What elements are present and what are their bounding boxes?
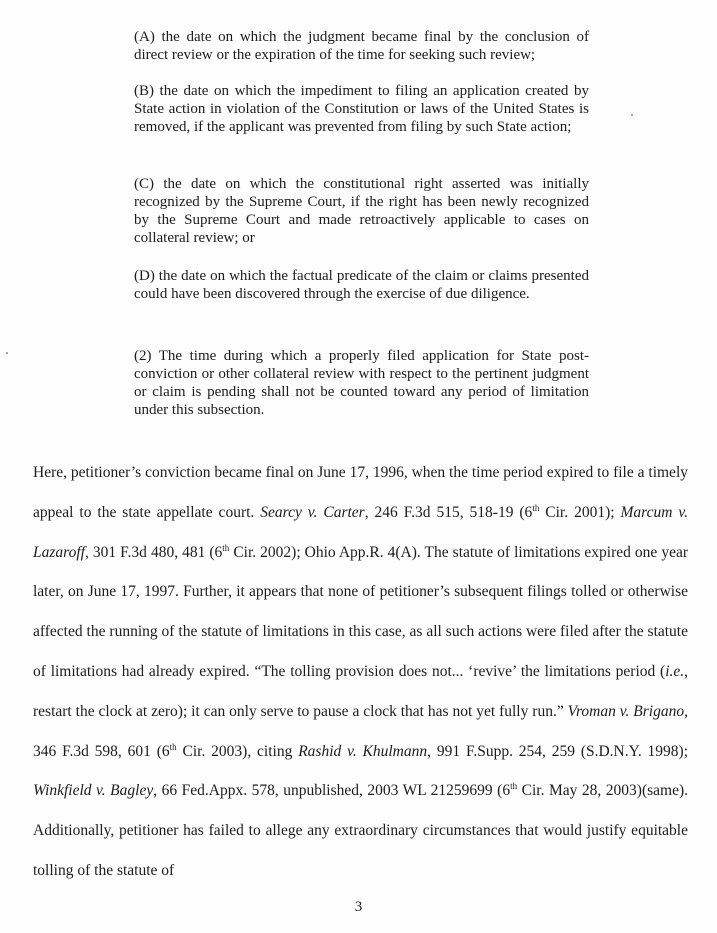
case-citation-winkfield: Winkfield v. Bagley <box>33 782 154 800</box>
scan-speck <box>631 114 633 116</box>
case-citation-vroman: Vroman v. Brigano <box>567 702 685 720</box>
body-paragraph <box>33 453 688 891</box>
statute-paragraph-a: (A) the date on which the judgment became final by the conclusion of direct review or the expiration of the time for seeking such review; <box>134 29 589 63</box>
case-citation-rashid: Rashid v. Khulmann <box>298 742 428 760</box>
statute-paragraph-d: (D) the date on which the factual predicate of the claim or claims presented could have been discovered through the exercise of due diligence. <box>134 268 589 302</box>
page-number: 3 <box>354 899 363 915</box>
body-text-run: Cir. May 28, 2003)(same). Additionally, petitioner has failed to allege any extraordinary circumstances that would justify equitable tolling of the statute of <box>33 782 688 879</box>
ie-abbreviation: i.e. <box>665 662 685 680</box>
ordinal-suffix: th <box>510 781 518 792</box>
body-text-run: Cir. 2003), citing <box>176 742 299 760</box>
ordinal-suffix: th <box>169 741 177 752</box>
body-text-run: , 246 F.3d 515, 518-19 (6 <box>364 503 533 521</box>
body-text-run: , 66 Fed.Appx. 578, unpublished, 2003 WL 21259699 (6 <box>153 782 511 800</box>
scan-speck <box>6 352 8 354</box>
body-text-run: Cir. 2002); Ohio App.R. 4(A). The statute of limitations expired one year later, on June 17, 1997. Further, it appears that none of petitioner’s subsequent filings tolled or otherwise affected the running of the statute of limitations in this case, as all such actions were filed after the statute of limitations had already expired. “The tolling provision does not... ‘revive’ the limitations period ( <box>33 543 688 680</box>
body-text-run: , restart the clock at zero); it can only serve to pause a clock that has not yet fully run.” <box>33 662 688 720</box>
ordinal-suffix: th <box>532 502 540 513</box>
body-text-run: , 346 F.3d 598, 601 (6 <box>33 702 688 760</box>
body-text-run: Cir. 2001); <box>539 503 621 521</box>
statute-paragraph-2: (2) The time during which a properly filed application for State post-conviction or other collateral review with respect to the pertinent judgment or claim is pending shall not be counted toward any period of limitation under this subsection. <box>134 348 589 418</box>
body-text-run: , 301 F.3d 480, 481 (6 <box>84 543 223 561</box>
case-citation-marcum: Marcum v. Lazaroff <box>33 503 689 561</box>
statute-paragraph-b: (B) the date on which the impediment to filing an application created by State action in violation of the Constitution or laws of the United States is removed, if the applicant was prevented from filing by such State action; <box>134 83 589 135</box>
case-citation-searcy: Searcy v. Carter <box>260 503 365 521</box>
body-text-run: , 991 F.Supp. 254, 259 (S.D.N.Y. 1998); <box>427 742 689 760</box>
body-text-run: Here, petitioner’s conviction became final on June 17, 1996, when the time period expired to file a timely appeal to the state appellate court. <box>33 464 688 521</box>
statute-paragraph-c: (C) the date on which the constitutional right asserted was initially recognized by the Supreme Court, if the right has been newly recognized by the Supreme Court and made retroactively applicable to cases on collateral review; or <box>134 176 589 246</box>
ordinal-suffix: th <box>222 542 230 553</box>
